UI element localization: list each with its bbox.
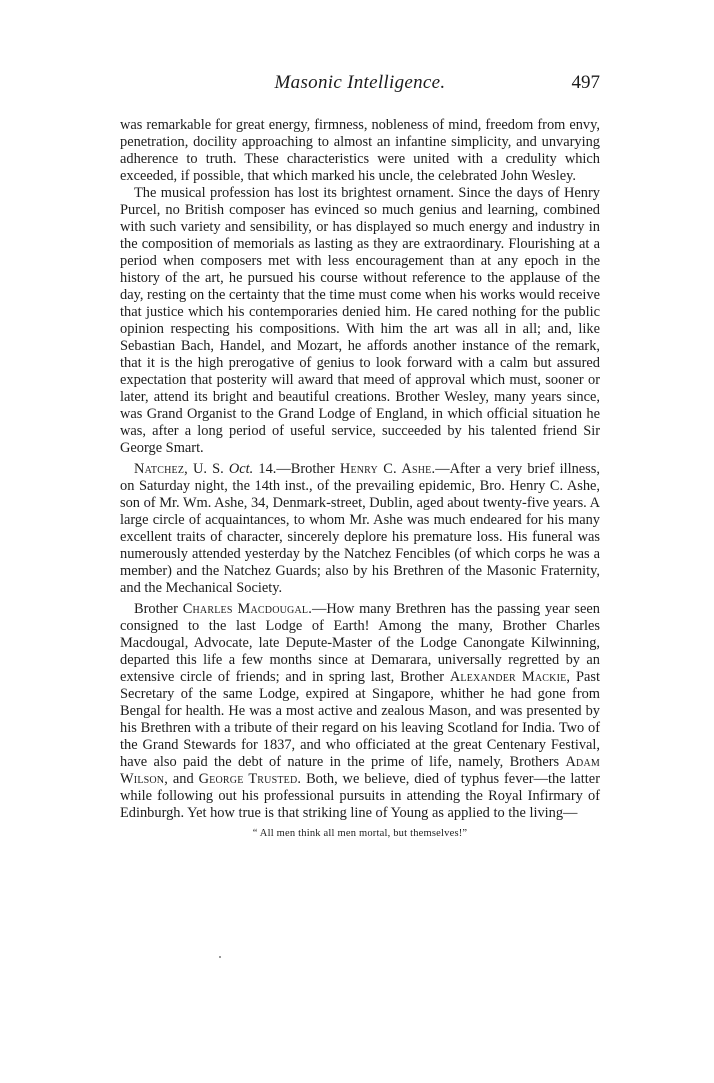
quotation: “ All men think all men mortal, but themselves!” <box>252 828 468 839</box>
running-head: Masonic Intelligence. <box>274 72 446 93</box>
page-speck <box>219 956 221 958</box>
obituary-text-2: Past Secretary of the same Lodge, expired at Singapore, whither he had gone from Bengal for health. He was a most active and zealous Mason, and was presented by his Brethren with a tribute of their regard on his leaving Scotland for India. Two of the Grand Stewards for 1837, and who officiated at the great Centenary Festival, have also paid the debt of nature in the prime of life, namely, Brothers <box>120 669 600 770</box>
page-header <box>120 72 600 102</box>
dateline-state: U. S. <box>187 461 229 477</box>
obituary-text: —After a very brief illness, on Saturday night, the 14th inst., of the prevailing epidemic, Bro. Henry C. Ashe, son of Mr. Wm. Ashe, 34, Denmark-street, Dublin, aged about twenty-five years. A large circle of acquaintances, to whom Mr. Ashe was much endeared for his many excellent traits of character, sincerely deplore his premature loss. His funeral was numerously attended yesterday by the Natchez Fencibles (of which corps he was a member) and the Natchez Guards; also by his Brethren of the Masonic Fraternity, and the Mechanical Society. <box>120 461 600 596</box>
paragraph-musical-profession: The musical profession has lost its brightest ornament. Since the days of Henry Purcel, no British composer has evinced so much genius and learning, combined with such variety and sensibility, or has displayed so much energy and industry in the composition of memorials as lasting as they are extraordinary. Flourishing at a period when composers met with less encouragement than at any epoch in the history of the art, he pursued his course without reference to the applause of the day, resting on the certainty that the time must come when his works would receive that justice which his contemporaries denied him. He cared nothing for the public opinion respecting his compositions. With him the art was all in all; and, like Sebastian Bach, Handel, and Mozart, he affords another instance of the remark, that it is the high prerogative of genius to look forward with a calm but assured expectation that posterity will award that meed of approval which must, sooner or later, attend its bright and beautiful creations. Brother Wesley, many years since, was Grand Organist to the Grand Lodge of England, in which official situation he was, after a long period of useful service, succeeded by his talented friend Sir George Smart. <box>120 185 600 456</box>
deceased-name: Henry C. Ashe. <box>339 461 436 477</box>
obituary-text-4: Both, we believe, died of typhus fever—the latter while following out his professional pursuits in attending the Royal Infirmary of Edinburgh. Yet how true is that striking line of Young as applied to the living— <box>120 771 600 821</box>
obituary-text-1: —How many Brethren has the passing year seen consigned to the last Lodge of Earth! Among the many, Brother Charles Macdougal, Advocate, late Depute-Master of the Lodge Canongate Kilwinning, departed this life a few months since at Demarara, universally regretted by an extensive circle of friends; and in spring last, Brother <box>120 601 600 685</box>
dateline-date: Oct. <box>228 461 254 477</box>
paragraph-macdougal-obituary <box>120 601 600 822</box>
paragraph-lead: Brother <box>134 601 183 617</box>
deceased-name-mackie: Alexander Mackie, <box>449 669 571 685</box>
obituary-text-3: and <box>168 771 199 787</box>
deceased-name-macdougal: Charles Macdougal. <box>182 601 312 617</box>
dateline-place: Natchez, <box>134 461 188 477</box>
body-text <box>120 117 600 842</box>
deceased-name-trusted: George Trusted. <box>198 771 302 787</box>
dateline-date-rest: 14.—Brother <box>253 461 340 477</box>
page-number: 497 <box>571 72 600 93</box>
deceased-name-wilson: Adam Wilson, <box>120 754 600 787</box>
paragraph-natchez-obituary <box>120 461 600 597</box>
paragraph-wesley-character: was remarkable for great energy, firmness, nobleness of mind, freedom from envy, penetration, docility approaching to almost an infantine simplicity, and unvarying adherence to truth. These characteristics were united with a credulity which exceeded, if possible, that which marked his uncle, the celebrated John Wesley. <box>120 117 600 184</box>
